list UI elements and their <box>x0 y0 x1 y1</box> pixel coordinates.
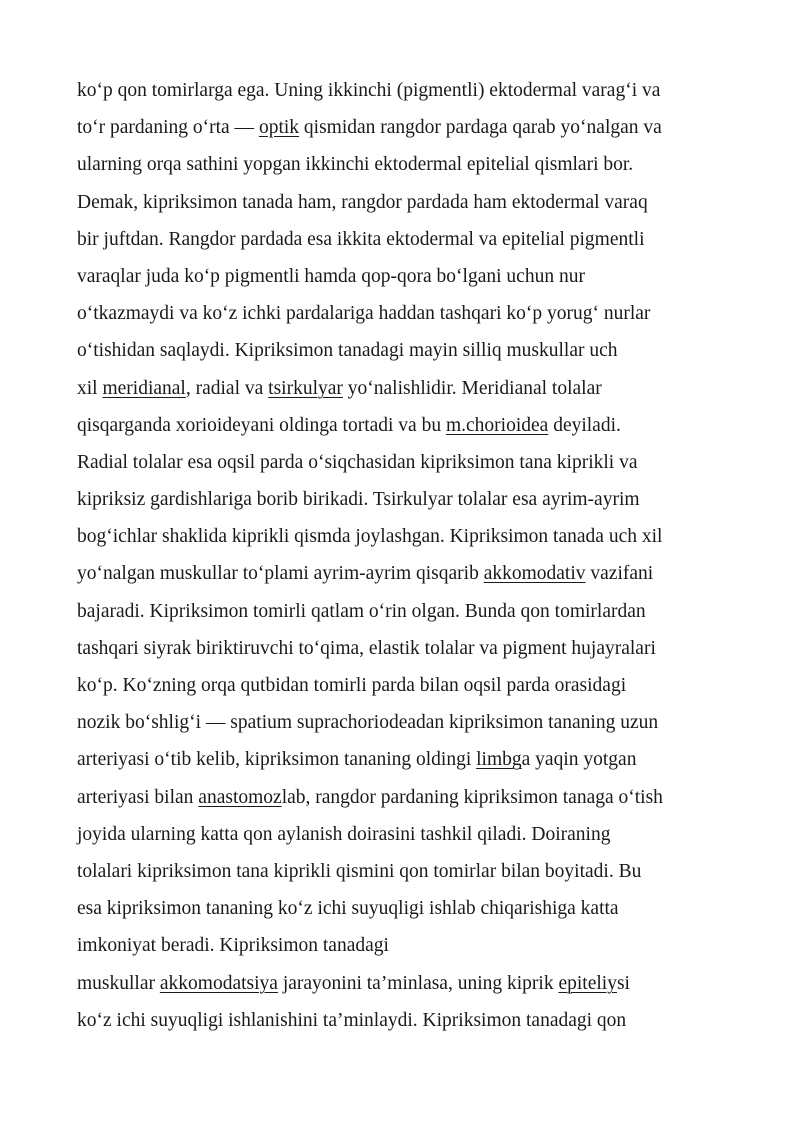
text-run: ko‘p qon tomirlarga ega. Uning ikkinchi (pigmentli) ektodermal varag‘i va <box>77 80 661 101</box>
text-line <box>77 295 727 332</box>
text-line <box>77 184 727 221</box>
text-run: muskullar <box>77 972 160 994</box>
text-line <box>77 109 727 146</box>
inline-link[interactable]: akkomodatsiya <box>159 972 278 994</box>
text-run: o‘tkazmaydi va ko‘z ichki pardalariga haddan tashqari ko‘p yorug‘ nurlar <box>77 303 651 325</box>
text-run: qisqarganda xorioideyani oldinga tortadi va bu <box>77 414 446 436</box>
text-run: jarayonini ta’minlasa, uning kiprik <box>277 972 559 994</box>
text-run: tolalari kipriksimon tana kiprikli qismini qon tomirlar bilan boyitadi. Bu <box>77 860 642 882</box>
text-run: Radial tolalar esa oqsil parda o‘siqchasidan kipriksimon tana kiprikli va <box>77 451 638 473</box>
text-run: bir juftdan. Rangdor pardada esa ikkita ektodermal va epitelial pigmentli <box>77 228 645 250</box>
text-run: xil <box>77 377 103 399</box>
text-run: ko‘p. Ko‘zning orqa qutbidan tomirli parda bilan oqsil parda orasidagi <box>77 675 627 696</box>
text-line <box>77 704 727 741</box>
text-run: bog‘ichlar shaklida kiprikli qismda joylashgan. Kipriksimon tanada uch xil <box>77 526 663 548</box>
text-line <box>77 741 727 778</box>
inline-link[interactable]: optik <box>258 117 300 139</box>
text-run: nozik bo‘shlig‘i — spatium suprachoriodeadan kipriksimon tananing uzun <box>77 712 659 734</box>
text-line <box>77 72 727 109</box>
text-run: deyiladi. <box>548 414 621 436</box>
text-run: ularning orqa sathini yopgan ikkinchi ektodermal epitelial qismlari bor. <box>77 154 634 176</box>
text-line <box>77 370 727 407</box>
inline-link[interactable]: tsirkulyar <box>268 377 343 399</box>
text-run: arteriyasi o‘tib kelib, kipriksimon tananing oldingi <box>77 749 477 771</box>
text-run: varaqlar juda ko‘p pigmentli hamda qop-qora bo‘lgani uchun nur <box>77 265 585 287</box>
text-line <box>77 853 727 890</box>
text-line <box>77 146 727 183</box>
text-line <box>77 965 727 1002</box>
text-line <box>77 667 727 704</box>
document-page <box>77 72 727 1039</box>
text-line <box>77 258 727 295</box>
inline-link[interactable]: epiteliy <box>558 972 617 994</box>
text-run: Demak, kipriksimon tanada ham, rangdor pardada ham ektodermal varaq <box>77 191 648 213</box>
text-run: o‘tishidan saqlaydi. Kipriksimon tanadagi mayin silliq muskullar uch <box>77 340 618 362</box>
inline-link[interactable]: m.chorioidea <box>445 414 549 436</box>
text-run: bajaradi. Kipriksimon tomirli qatlam o‘rin olgan. Bunda qon tomirlardan <box>77 600 646 622</box>
text-run: joyida ularning katta qon aylanish doirasini tashkil qiladi. Doiraning <box>77 823 611 845</box>
text-line <box>77 890 727 927</box>
text-line <box>77 630 727 667</box>
text-line <box>77 407 727 444</box>
text-line <box>77 816 727 853</box>
text-run: to‘r pardaning o‘rta — <box>77 117 259 139</box>
text-run: ko‘z ichi suyuqligi ishlanishini ta’minlaydi. Kipriksimon tanadagi qon <box>77 1009 627 1031</box>
text-run: kipriksiz gardishlariga borib birikadi. Tsirkulyar tolalar esa ayrim-ayrim <box>77 489 640 511</box>
text-run: vazifani <box>585 563 654 585</box>
text-line <box>77 593 727 630</box>
text-run: tashqari siyrak biriktiruvchi to‘qima, elastik tolalar va pigment hujayralari <box>77 637 656 659</box>
text-run: yo‘nalgan muskullar to‘plami ayrim-ayrim qisqarib <box>77 563 484 585</box>
text-run: imkoniyat beradi. Kipriksimon tanadagi <box>77 935 389 957</box>
text-line <box>77 779 727 816</box>
text-line <box>77 332 727 369</box>
text-line <box>77 555 727 592</box>
text-line <box>77 221 727 258</box>
text-run: arteriyasi bilan <box>77 786 199 808</box>
inline-link[interactable]: anastomoz <box>198 786 282 808</box>
text-run: , radial va <box>185 377 269 399</box>
text-line <box>77 518 727 555</box>
inline-link[interactable]: limbg <box>476 749 522 771</box>
text-line <box>77 481 727 518</box>
text-run: esa kipriksimon tananing ko‘z ichi suyuqligi ishlab chiqarishiga katta <box>77 898 619 920</box>
text-run: lab, rangdor pardaning kipriksimon tanaga o‘tish <box>281 786 663 808</box>
inline-link[interactable]: akkomodativ <box>483 563 586 585</box>
text-run: yo‘nalishlidir. Meridianal tolalar <box>342 377 602 399</box>
text-line <box>77 927 727 964</box>
text-line <box>77 444 727 481</box>
text-run: qismidan rangdor pardaga qarab yo‘nalgan va <box>299 117 662 139</box>
text-line <box>77 1002 727 1039</box>
inline-link[interactable]: meridianal <box>102 377 186 399</box>
text-run: a yaqin yotgan <box>521 749 637 771</box>
text-run: si <box>616 972 630 994</box>
